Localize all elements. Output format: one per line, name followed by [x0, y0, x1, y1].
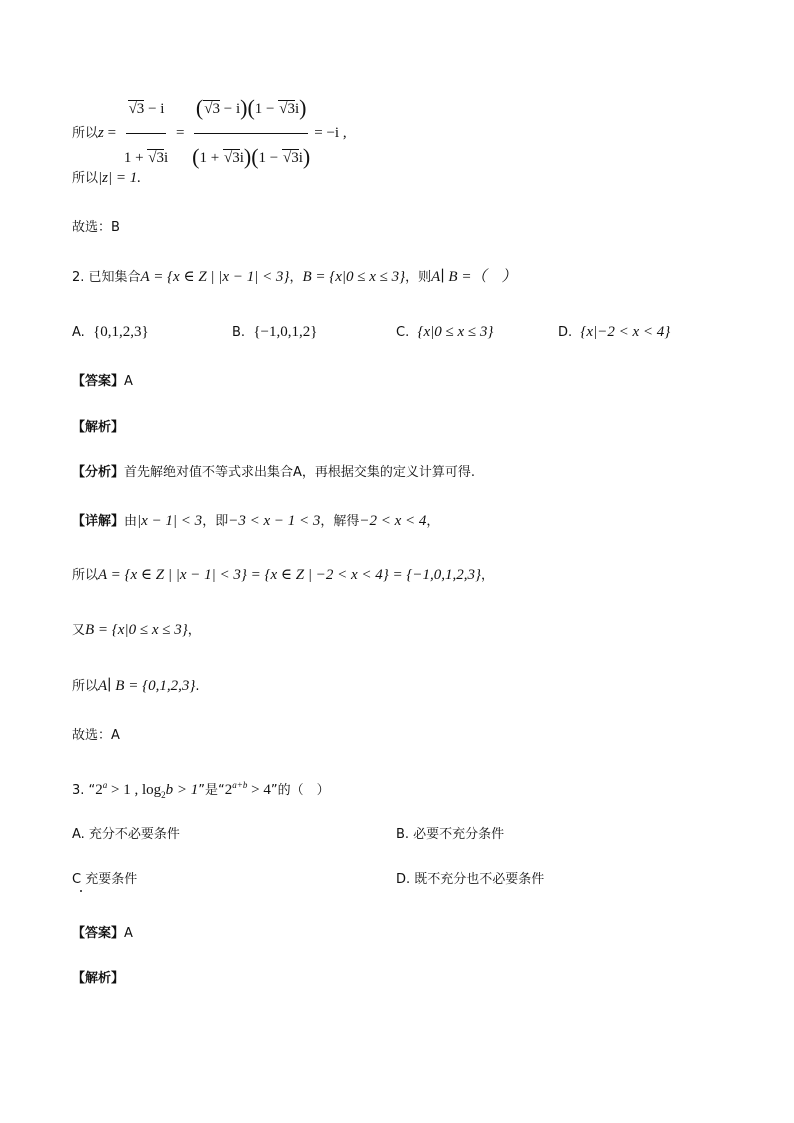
- option-a-label: A.: [72, 325, 85, 340]
- q3-option-a-text: A. 充分不必要条件: [72, 827, 180, 842]
- separator: ，: [289, 270, 303, 285]
- sqrt-3: √3: [279, 101, 295, 117]
- choice-line-a: [72, 726, 120, 746]
- xiangjie-prefix: 由: [124, 514, 138, 529]
- intersection-line: [72, 676, 199, 697]
- answer-label: 【答案】: [72, 374, 125, 389]
- analysis-label: 【解析】: [72, 420, 125, 435]
- connector-1: ，即: [202, 514, 229, 529]
- question-2-ask: A∣ B =（ ）: [431, 269, 517, 285]
- exponent-a-plus-b: a+b: [232, 780, 248, 790]
- set-a-definition: A = {x ∈ Z | |x − 1| < 3}: [140, 269, 290, 285]
- base-2: 2: [95, 782, 103, 798]
- solution-line-z: [72, 86, 347, 181]
- option-d: [558, 322, 670, 343]
- text-prefix: 又: [72, 623, 86, 638]
- line-end: .: [195, 679, 200, 694]
- stray-dot: [80, 890, 82, 892]
- option-b: [232, 322, 317, 343]
- option-b-label: B.: [232, 325, 246, 340]
- analysis-heading-1: [72, 418, 124, 438]
- xiangjie-label: 【详解】: [72, 514, 125, 529]
- condition-1: [95, 782, 198, 798]
- question-3-suffix: ”的（ ）: [270, 783, 330, 798]
- inequality-2: −3 < x − 1 < 3: [228, 513, 321, 529]
- fenxi-line: [72, 463, 475, 483]
- var-z: z: [98, 125, 104, 141]
- analysis-heading-2: [72, 969, 124, 989]
- set-b-definition: B = {x|0 ≤ x ≤ 3}: [302, 269, 406, 285]
- log-base: 2: [161, 790, 166, 800]
- q3-option-c: [72, 870, 137, 890]
- analysis-label: 【解析】: [72, 971, 125, 986]
- option-a: [72, 322, 149, 343]
- answer-line-1: [72, 372, 133, 392]
- set-b-solution-line: [72, 620, 201, 641]
- choice-text: 故选：A: [72, 728, 120, 743]
- fenxi-text: 首先解绝对值不等式求出集合A，再根据交集的定义计算可得.: [124, 465, 476, 480]
- equals-sign: =: [172, 125, 189, 141]
- line-end: ，: [426, 514, 440, 529]
- fenxi-label: 【分析】: [72, 465, 125, 480]
- solution-line-modulus: [72, 168, 141, 189]
- condition-1-rest: > 1 , log: [107, 782, 162, 798]
- text-prefix: 所以: [72, 126, 99, 141]
- log-argument: b > 1: [165, 782, 199, 798]
- q3-option-b-text: B. 必要不充分条件: [396, 827, 505, 842]
- choice-line-b: [72, 218, 120, 238]
- intersection-expression: A∣ B = {0,1,2,3}: [98, 678, 196, 694]
- exponent-a: a: [102, 780, 108, 790]
- answer-value: A: [124, 374, 133, 389]
- modulus-expression: |z| = 1.: [98, 170, 141, 186]
- inequality-1: |x − 1| < 3: [137, 513, 203, 529]
- condition-2: [225, 782, 271, 798]
- option-c: [396, 322, 493, 343]
- fraction-2-denominator: (1 + √3i)(1 − √3i): [192, 144, 311, 169]
- q3-option-b: [396, 825, 504, 845]
- q3-option-a: [72, 825, 180, 845]
- option-c-label: C.: [396, 325, 410, 340]
- xiangjie-line: [72, 511, 439, 532]
- sqrt-3: √3: [223, 150, 240, 166]
- answer-line-2: [72, 924, 133, 944]
- option-a-value: {0,1,2,3}: [93, 324, 149, 340]
- sqrt-3: √3: [283, 150, 299, 166]
- set-b-expression: B = {x|0 ≤ x ≤ 3}: [85, 622, 188, 638]
- inequality-3: −2 < x < 4: [359, 513, 427, 529]
- question-2-stem: [72, 267, 516, 288]
- set-a-expression: A = {x ∈ Z | |x − 1| < 3} = {x ∈ Z | −2 < x < 4} = {−1,0,1,2,3}: [98, 567, 482, 583]
- fraction-2: [190, 86, 312, 181]
- sqrt-3: √3: [128, 101, 145, 117]
- line-end: ，: [481, 568, 495, 583]
- text-prefix: 所以: [72, 171, 99, 186]
- question-2-prefix: 2. 已知集合: [72, 270, 141, 285]
- question-3-stem: [72, 775, 330, 805]
- q3-option-c-text: C 充要条件: [72, 872, 138, 887]
- option-d-label: D.: [558, 325, 573, 340]
- q3-option-d-text: D. 既不充分也不必要条件: [396, 872, 545, 887]
- connector-2: ，解得: [320, 514, 360, 529]
- option-d-value: {x|−2 < x < 4}: [580, 324, 671, 340]
- question-3-connector: ”是“: [198, 783, 225, 798]
- sqrt-3: √3: [148, 150, 165, 166]
- sqrt-3: √3: [204, 101, 220, 117]
- base-2: 2: [224, 782, 233, 798]
- equals-sign: =: [103, 125, 120, 141]
- fraction-1-denominator: 1 + √3i: [123, 150, 169, 166]
- choice-text: 故选：B: [72, 220, 120, 235]
- option-b-value: {−1,0,1,2}: [253, 324, 318, 340]
- answer-value: A: [124, 926, 133, 941]
- question-2-suffix: ，则: [405, 270, 432, 285]
- text-prefix: 所以: [72, 679, 99, 694]
- fraction-1: [122, 86, 170, 181]
- answer-label: 【答案】: [72, 926, 125, 941]
- text-prefix: 所以: [72, 568, 99, 583]
- set-a-solution-line: [72, 565, 494, 586]
- q3-option-d: [396, 870, 544, 890]
- question-3-prefix: 3. “: [72, 783, 96, 798]
- result: = −i ,: [314, 125, 347, 141]
- fraction-1-numerator: √3 − i: [126, 86, 167, 134]
- line-end: ，: [187, 623, 201, 638]
- condition-2-rest: > 4: [247, 782, 271, 798]
- option-c-value: {x|0 ≤ x ≤ 3}: [417, 324, 494, 340]
- fraction-2-numerator: (√3 − i)(1 − √3i): [194, 86, 309, 134]
